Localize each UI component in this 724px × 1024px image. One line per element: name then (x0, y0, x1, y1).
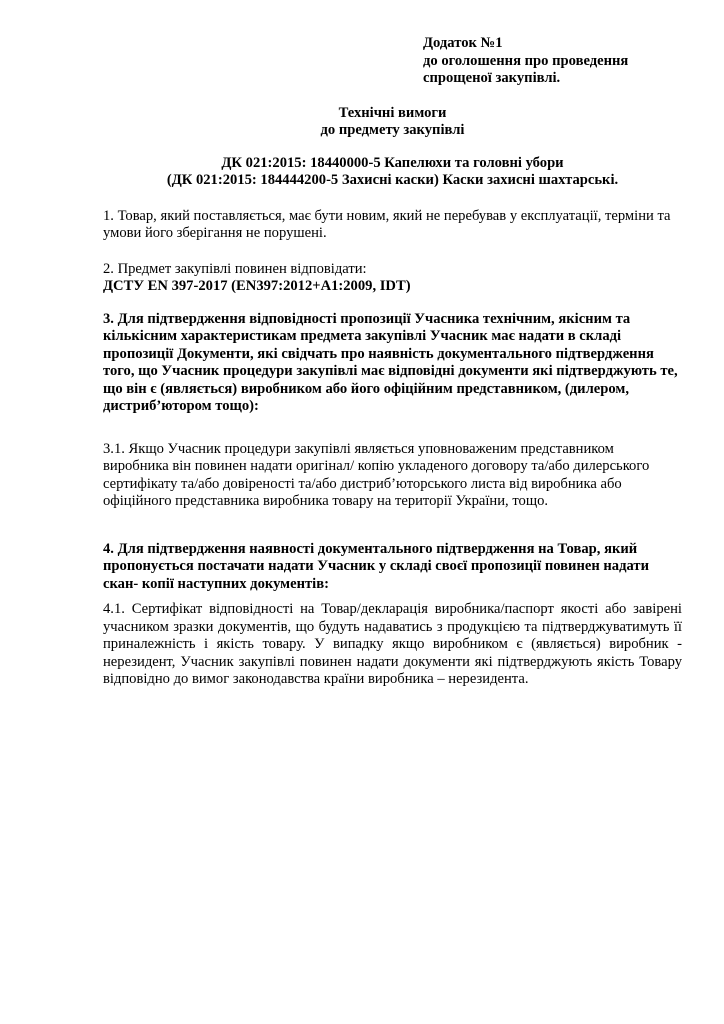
document-title-line-2: до предмету закупівлі (320, 122, 465, 138)
document-title (103, 105, 682, 140)
procurement-subject-heading (103, 155, 682, 190)
paragraph-3: 3. Для підтвердження відповідності пропозиції Учасника технічним, якісним та кількісним характеристикам предмета закупівлі Учасник має надати в складі пропозиції Документи, які свідчать про наявність документального підтвердження того, що Учасник процедури закупівлі має відповідні документи які підтверджують те, що він є (являється) виробником або його офіційним представником, (дилером, дистриб’ютором тощо): (103, 310, 678, 414)
document-title-line-1: Технічні вимоги (338, 104, 447, 121)
paragraph-3-1: 3.1. Якщо Учасник процедури закупівлі являється уповноваженим представником виробника він повинен надати оригінал/ копію укладеного договору та/або дилерського сертифікату та/або довіреності та/або дистриб’юторського листа від виробника або офіційного представника виробника товару на території України, тощо. (103, 440, 650, 509)
paragraph-4: 4. Для підтвердження наявності документального підтвердження на Товар, який пропонується постачати надати Учасник у складі своєї пропозиції повинен надати скан- копії наступних документів: (103, 540, 649, 592)
annex-line-2: до оголошення про проведення (423, 52, 629, 69)
subject-code-line-1: ДК 021:2015: 18440000-5 Капелюхи та головні убори (221, 154, 564, 171)
paragraph-2-standard: ДСТУ EN 397-2017 (EN397:2012+A1:2009, IDT) (103, 278, 411, 294)
subject-code-line-2: (ДК 021:2015: 184444200-5 Захисні каски) Каски захисні шахтарські. (166, 172, 619, 188)
paragraph-1: 1. Товар, який поставляється, має бути новим, який не перебував у експлуатації, терміни та умови його зберігання не порушені. (103, 207, 671, 241)
annex-line-3: спрощеної закупівлі. (423, 70, 561, 86)
annex-header (423, 35, 682, 88)
annex-line-1: Додаток №1 (423, 35, 503, 51)
paragraph-2-intro: 2. Предмет закупівлі повинен відповідати: (103, 260, 367, 277)
paragraph-2 (103, 261, 682, 296)
paragraph-4-1: 4.1. Сертифікат відповідності на Товар/декларація виробника/паспорт якості або завірені учасником зразки документів, що будуть надаватись з продукцією та підтверджуватимуть її приналежність і якість товару. У випадку якщо виробником є (являється) виробник - нерезидент, Учасник закупівлі повинен надати документи які підтверджують якість Товару відповідно до вимог законодавства країни виробника – нерезидента. (103, 601, 682, 687)
